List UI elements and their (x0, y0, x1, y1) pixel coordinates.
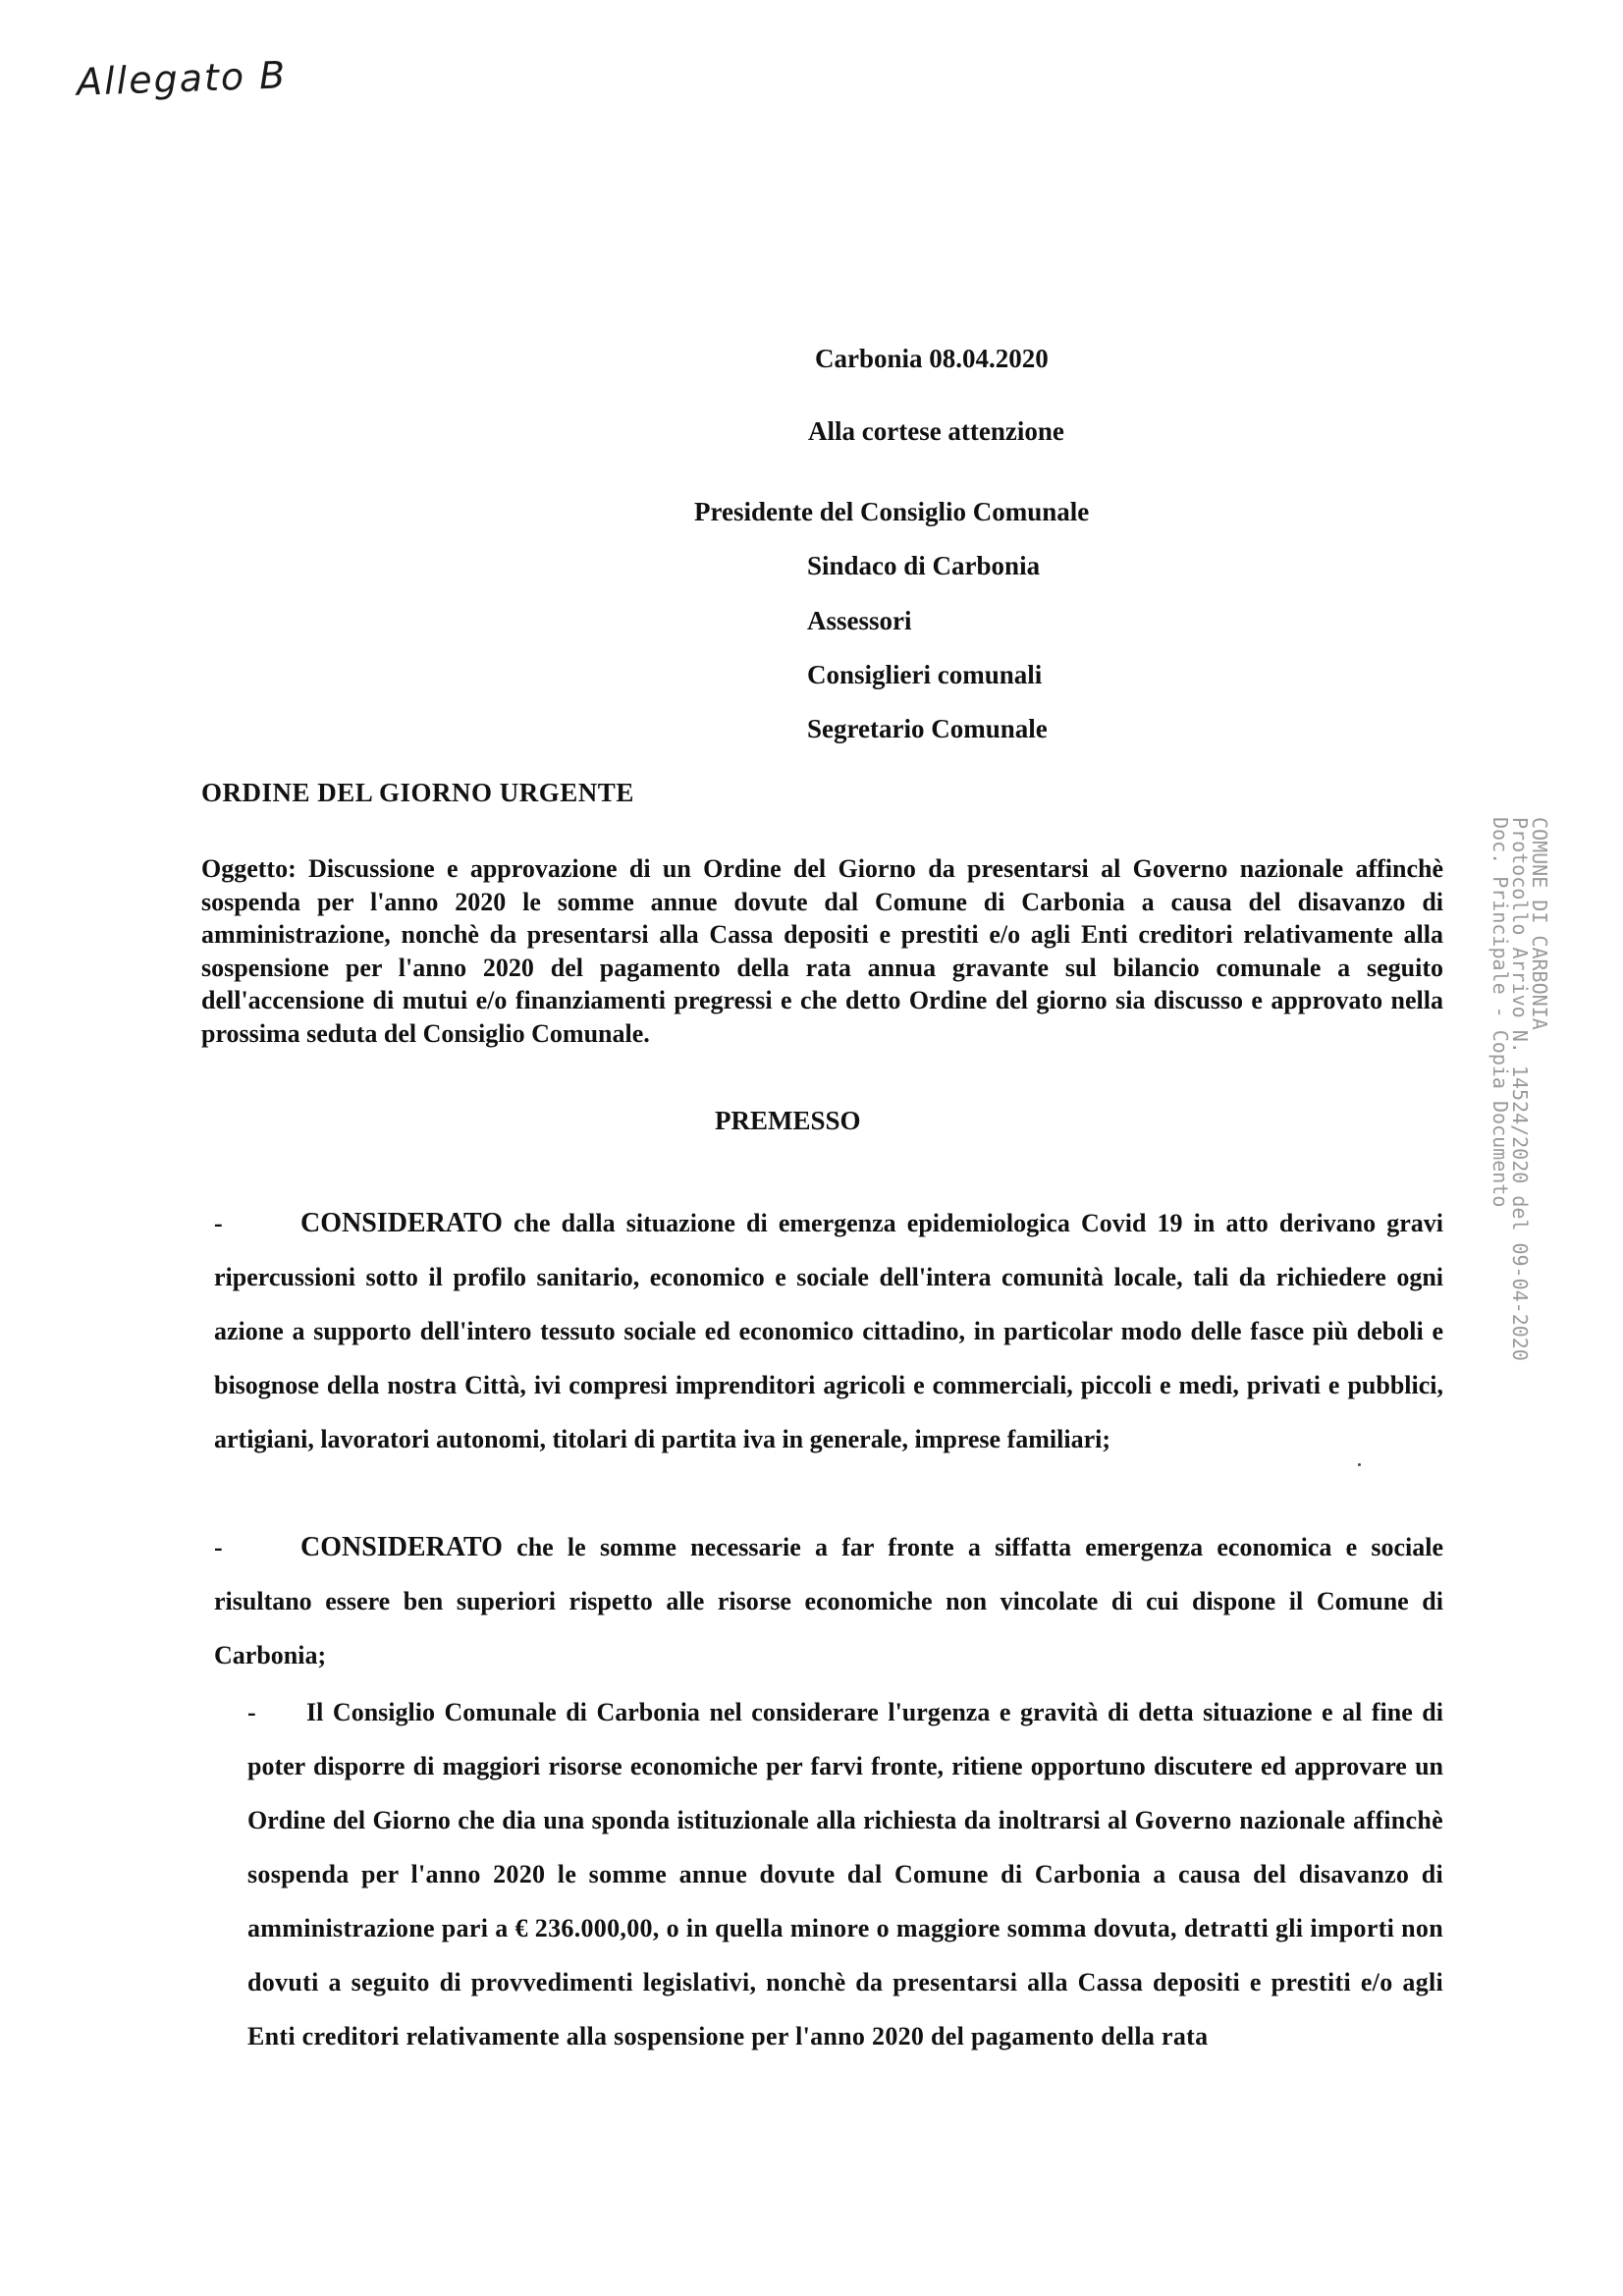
recipient: Presidente del Consiglio Comunale (694, 497, 1090, 526)
paragraph-lead: CONSIDERATO (300, 1208, 503, 1238)
stamp-line: Protocollo Arrivo N. 14524/2020 del 09-04-2020 (1508, 817, 1532, 1361)
premise-paragraph (214, 1196, 1443, 1466)
paragraph-text: che le somme necessarie a far fronte a siffatta emergenza economica e sociale risultano essere ben superiori rispetto alle risorse economiche non vincolate di cui dispone il Comune di Carbonia; (214, 1533, 1443, 1669)
stamp-line: COMUNE DI CARBONIA (1528, 817, 1551, 1030)
scan-artifact (1358, 1463, 1361, 1466)
subject-label: Oggetto: (201, 854, 297, 883)
subject-text: Discussione e approvazione di un Ordine del Giorno da presentarsi al Governo nazionale affinchè sospenda per l'anno 2020 le somme annue dovute dal Comune di Carbonia a causa del disavanzo di amministrazione, nonchè da presentarsi alla Cassa depositi e prestiti e/o agli Enti creditori relativamente alla sospensione per l'anno 2020 del pagamento della rata annua gravante sul bilancio comunale a seguito dell'accensione di mutui e/o finanziamenti pregressi e che detto Ordine del giorno sia discusso e approvato nella prossima seduta del (201, 854, 1443, 1048)
bullet-dash: - (214, 1209, 223, 1237)
bullet-dash: - (247, 1698, 256, 1726)
premise-paragraph (214, 1520, 1443, 1682)
section-heading: PREMESSO (715, 1106, 861, 1135)
handwritten-annotation: Allegato B (76, 53, 288, 104)
subject-paragraph (201, 852, 1443, 1050)
bullet-dash: - (214, 1533, 223, 1561)
protocol-stamp (1490, 817, 1549, 1361)
recipient: Segretario Comunale (807, 714, 1048, 743)
premise-paragraph (247, 1685, 1443, 2063)
paragraph-lead: CONSIDERATO (300, 1532, 503, 1562)
date-line: Carbonia 08.04.2020 (815, 344, 1049, 373)
subject-tail: Consiglio Comunale. (422, 1018, 650, 1048)
stamp-line: Doc. Principale - Copia Documento (1488, 817, 1512, 1208)
document-title: ORDINE DEL GIORNO URGENTE (201, 778, 634, 807)
paragraph-text: che dalla situazione di emergenza epidemiologica Covid 19 in atto derivano gravi ripercussioni sotto il profilo sanitario, economico e sociale dell'intera comunità locale, tali da richiedere ogni azione a supporto dell'intero tessuto sociale ed economico cittadino, in particolar modo delle fasce più deboli e bisognose della nostra Città, ivi compresi imprenditori agricoli e commerciali, piccoli e medi, privati e pubblici, artigiani, lavoratori autonomi, titolari di partita iva in generale, imprese familiari; (214, 1209, 1444, 1453)
recipient: Sindaco di Carbonia (807, 551, 1041, 580)
paragraph-text: Il Consiglio Comunale di Carbonia nel considerare l'urgenza e gravità di detta situazione e al fine di poter disporre di maggiori risorse economiche per farvi fronte, ritiene opportuno discutere ed approvare un Ordine del Giorno che dia una sponda istituzionale alla richiesta da inoltrarsi al (247, 1698, 1443, 1834)
attention-line: Alla cortese attenzione (808, 416, 1064, 446)
paragraph-bold-text: Governo nazionale affinchè sospenda per l'anno 2020 le somme annue dovute dal Comune di Carbonia a causa del disavanzo di amministrazione pari a € 236.000,00, o in quella minore o maggiore somma dovuta, detratti gli importi non dovuti a seguito di provvedimenti legislativi, nonchè da presentarsi alla Cassa depositi e prestiti e/o agli Enti creditori relativamente alla sospensione per l'anno 2020 del pagamento della rata (247, 1806, 1443, 2050)
recipient: Consiglieri comunali (807, 660, 1043, 689)
recipient: Assessori (807, 606, 912, 635)
